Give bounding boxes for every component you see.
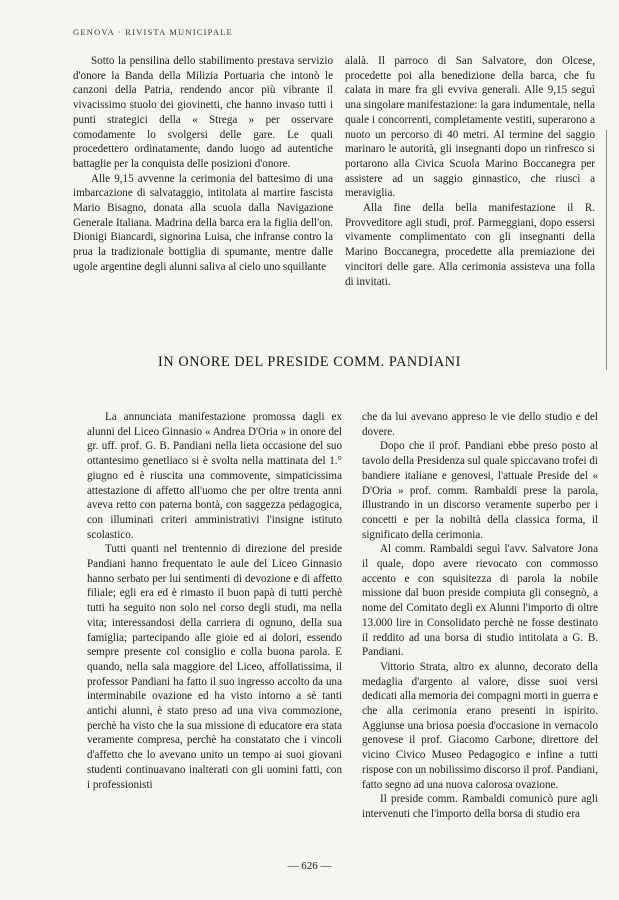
paragraph: Al comm. Rambaldi seguì l'avv. Salvatore Jona il quale, dopo avere rievocato con commosso accento e con squisitezza di parola la nobile missione dal buon preside compiuta gli consegnò, a nome del Comitato degli ex Alunni l'importo di oltre 13.000 lire in Consolidato perchè ne fosse destinato il reddito ad una borsa di studio intitolata a G. B. Pandiani. <box>362 543 598 659</box>
paragraph: Alla fine della bella manifestazione il R. Provveditore agli studi, prof. Parmeggiani, dopo essersi vivamente complimentato con gli insegnanti della Marino Boccanegra, procedette alla premiazione dei vincitori delle gare. Alla cerimonia assisteva una folla di invitati. <box>345 202 595 288</box>
paragraph: alalà. Il parroco di San Salvatore, don Olcese, procedette poi alla benedizione della barca, che fu calata in mare fra gli evviva generali. Alle 9,15 seguì una singolare manifestazione: la gara indumentale, nella quale i concorrenti, completamente vestiti, superarono a nuoto un percorso di 40 metri. Al termine del saggio marinaro le autorità, gli insegnanti dopo un rinfresco si portarono alla Civica Scuola Marino Boccanegra per assistere ad un saggio ginnastico, che riuscì a meraviglia. <box>345 55 595 200</box>
paragraph: Vittorio Strata, altro ex alunno, decorato della medaglia d'argento al valore, disse suoi versi dedicati alla memoria dei compagni morti in guerra e che alla cerimonia erano presenti in ispirito. Aggiunse una briosa poesia d'occasione in vernacolo genovese il prof. Giacomo Carbone, direttore del vicino Civico Museo Pedagogico e infine a tutti rispose con un nobilissimo discorso il prof. Pandiani, fatto segno ad una nuova calorosa ovazione. <box>362 660 598 791</box>
top-right-column <box>345 54 595 289</box>
paragraph: Tutti quanti nel trentennio di direzione del preside Pandiani hanno frequentato le aule del Liceo Ginnasio hanno serbato per lui sentimenti di devozione e di affetto filiale; egli era ed è rimasto il buon papà di tutti perchè tutti ha seguito non solo nel corso degli studi, ma nella vita; interessandosi della carriera di ognuno, della sua famiglia; partecipando alle gioie ed ai dolori, essendo sempre presente col consiglio e colla buona parola. E quando, nella sala maggiore del Liceo, affollatissima, il professor Pandiani ha fatto il suo ingresso accolto da una interminabile ovazione ed ha visto intorno a sè tanti antichi alunni, è stato preso ad una viva commozione, perchè ha visto che la sua missione di educatore era stata veramente compresa, perchè ha constatato che i vincoli d'affetto che lo avevano unito un tempo ai suoi giovani studenti continuavano inalterati con gli uomini fatti, con i professionisti <box>87 543 342 791</box>
margin-rule <box>606 130 607 370</box>
paragraph: Alle 9,15 avvenne la cerimonia del battesimo di una imbarcazione di salvataggio, intitolata al martire fascista Mario Bisagno, donata alla scuola dalla Navigazione Generale Italiana. Madrina della barca era la figlia dell'on. Dionigi Biancardi, signorina Luisa, che infranse contro la prua la tradizionale bottiglia di spumante, mentre dalle ugole argentine degli alunni saliva al cielo uno squillante <box>73 172 333 273</box>
article-title: IN ONORE DEL PRESIDE COMM. PANDIANI <box>158 354 461 370</box>
paragraph: che da lui avevano appreso le vie dello studio e del dovere. <box>362 411 598 438</box>
top-left-column <box>73 54 333 275</box>
paragraph: Sotto la pensilina dello stabilimento prestava servizio d'onore la Banda della Milizia Portuaria che intonò le canzoni della Patria, rendendo ancor più vibrante il vivacissimo stuolo dei giovinetti, che hanno invaso tutti i punti strategici della « Strega » per osservare comodamente lo svolgersi delle gare. Le quali procedettero ordinatamente, dando luogo ad autentiche battaglie per la conquista delle posizioni d'onore. <box>73 55 333 170</box>
paragraph: Il preside comm. Rambaldi comunicò pure agli intervenuti che l'importo della borsa di studio era <box>362 793 598 820</box>
running-header: GENOVA · RIVISTA MUNICIPALE <box>73 27 233 37</box>
paragraph: La annunciata manifestazione promossa dagli ex alunni del Liceo Ginnasio « Andrea D'Oria » in onore del gr. uff. prof. G. B. Pandiani nella lieta occasione del suo ottantesimo genetliaco si è svolta nella mattinata del 1.° giugno ed è riuscita una commovente, simpaticissima attestazione di affetto all'uomo che per oltre trenta anni aveva retto con paterna bontà, con saggezza pedagogica, con illuminati criteri amministrativi l'insigne istituto scolastico. <box>87 411 342 541</box>
paragraph: Dopo che il prof. Pandiani ebbe preso posto al tavolo della Presidenza sul quale spiccavano trofei di bandiere italiane e genovesi, l'attuale Preside del « D'Oria » prof. comm. Rambaldi prese la parola, illustrando in un discorso veramente superbo per i concetti e per la nobiltà della classica forma, il significato della cerimonia. <box>362 440 598 541</box>
bottom-right-column <box>362 410 598 822</box>
bottom-left-column <box>87 410 342 792</box>
page-number: — 626 — <box>287 860 332 872</box>
